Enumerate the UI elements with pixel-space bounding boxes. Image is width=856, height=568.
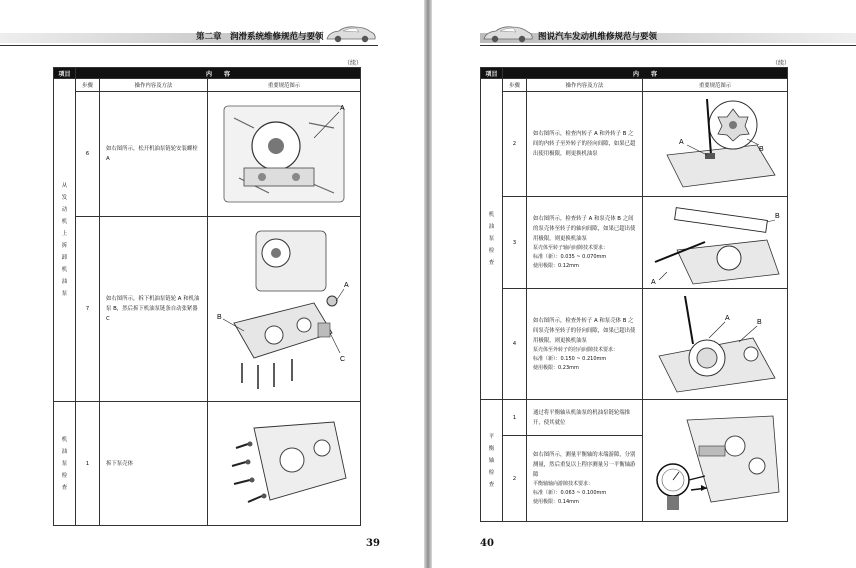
spec-standard: 标准（新）：0.063 ~ 0.100mm bbox=[533, 490, 607, 496]
step-number: 6 bbox=[76, 92, 100, 217]
step-text-main: 如右图所示，检查转子 A 和泵壳体 B 之间的泵壳体至转子的轴向间隙，如果已超出使用极限，则更换机油泵 bbox=[533, 216, 636, 242]
label-b: B bbox=[217, 314, 222, 321]
col-step: 步骤 bbox=[76, 79, 100, 92]
table-row bbox=[54, 217, 361, 402]
step-number: 7 bbox=[76, 217, 100, 402]
step-text-main: 如右图所示，测量平衡轴的末端游隙，分别测量，然后重复以上程序测量另一平衡轴游隙 bbox=[533, 452, 636, 478]
header-title: 第二章 润滑系统维修规范与要领 bbox=[196, 32, 324, 42]
spec-limit: 使用极限：0.23mm bbox=[533, 364, 579, 371]
label-b: B bbox=[757, 319, 762, 326]
step-text-main: 如右图所示，检查外转子 A 和泵壳体 B 之间泵壳体至转子的径向间隙，如果已超出使用极限，则更换机油泵 bbox=[533, 317, 636, 344]
figure-cell bbox=[643, 197, 788, 289]
rotor-radial-figure bbox=[647, 95, 783, 193]
page-number: 40 bbox=[480, 538, 494, 549]
page-number: 39 bbox=[366, 538, 380, 549]
project-cell bbox=[481, 79, 503, 400]
content-table bbox=[480, 67, 788, 522]
outer-rotor-clearance-figure bbox=[647, 292, 783, 396]
spec-title: 泵壳体至转子轴向间隙技术要求： bbox=[533, 245, 609, 251]
spec-standard: 标准（新）：0.035 ~ 0.070mm bbox=[533, 254, 607, 260]
car-logo-icon bbox=[482, 24, 534, 44]
project-cell bbox=[54, 402, 76, 526]
header-title: 图说汽车发动机维修规范与要领 bbox=[538, 32, 658, 42]
project-label: 机油泵检查 bbox=[61, 436, 68, 491]
engine-sprocket-figure bbox=[214, 98, 354, 210]
figure-cell bbox=[643, 400, 788, 522]
table-row bbox=[481, 400, 788, 436]
col-step: 步骤 bbox=[503, 79, 527, 92]
car-logo-icon bbox=[325, 24, 377, 44]
table-row bbox=[481, 289, 788, 400]
table-row bbox=[481, 197, 788, 289]
figure-cell bbox=[643, 92, 788, 197]
step-number: 4 bbox=[503, 289, 527, 400]
col-diagram: 重要规范图示 bbox=[643, 79, 788, 92]
table-row bbox=[481, 92, 788, 197]
figure-cell bbox=[208, 92, 361, 217]
project-label: 机油泵检查 bbox=[488, 212, 495, 266]
label-a: A bbox=[344, 282, 349, 289]
header-band bbox=[480, 33, 856, 43]
page-40 bbox=[432, 0, 856, 568]
header-rule bbox=[0, 45, 378, 46]
spec-limit: 使用极限：0.14mm bbox=[533, 499, 579, 505]
figure-cell bbox=[643, 289, 788, 400]
col-diagram: 重要规范图示 bbox=[208, 79, 361, 92]
table-row bbox=[54, 402, 361, 526]
project-label: 从发动机上拆卸机油泵 bbox=[61, 183, 68, 297]
spec-standard: 标准（新）：0.150 ~ 0.210mm bbox=[533, 355, 607, 362]
label-a: A bbox=[651, 278, 656, 286]
page-39 bbox=[0, 0, 424, 568]
col-content: 内 容 bbox=[76, 68, 361, 79]
project-cell bbox=[481, 400, 503, 522]
pump-housing-figure bbox=[214, 408, 354, 520]
col-content: 内 容 bbox=[503, 68, 788, 79]
col-method: 操作内容及方法 bbox=[100, 79, 208, 92]
project-cell bbox=[54, 79, 76, 402]
label-a: A bbox=[340, 105, 345, 112]
rotor-axial-figure bbox=[647, 200, 783, 286]
spec-title: 平衡轴轴向游隙技术要求： bbox=[533, 481, 594, 487]
figure-cell bbox=[208, 217, 361, 402]
figure-cell bbox=[208, 402, 361, 526]
step-text: 如右图所示，拆下机油泵链轮 A 和机油泵 B，然后拆下机油泵链条自动张紧器 C bbox=[100, 217, 208, 402]
book-spine bbox=[424, 0, 432, 568]
step-number: 2 bbox=[503, 92, 527, 197]
label-b: B bbox=[775, 212, 780, 220]
continued-label: （续） bbox=[344, 60, 363, 67]
step-text: 如右图所示，检查内转子 A 和外转子 B 之间的内转子至外转子的径向间隙，如果已超出使用极限，则更换机油泵 bbox=[527, 92, 643, 197]
step-number: 1 bbox=[503, 400, 527, 436]
step-number: 2 bbox=[503, 436, 527, 522]
spec-title: 泵壳体至外转子的径向间隙技术要求： bbox=[533, 346, 619, 353]
step-number: 1 bbox=[76, 402, 100, 526]
spec-limit: 使用极限：0.12mm bbox=[533, 263, 579, 269]
label-c: C bbox=[340, 356, 346, 363]
content-table bbox=[53, 67, 361, 526]
oil-pump-removal-figure bbox=[214, 223, 354, 395]
step-number: 3 bbox=[503, 197, 527, 289]
step-text bbox=[527, 289, 643, 400]
step-text: 如右图所示，松开机油泵链轮安装螺栓 A bbox=[100, 92, 208, 217]
step-text: 拆下泵壳体 bbox=[100, 402, 208, 526]
col-project: 项目 bbox=[481, 68, 503, 79]
project-label: 平衡轴检查 bbox=[488, 433, 495, 488]
label-a: A bbox=[679, 139, 684, 146]
col-project: 项目 bbox=[54, 68, 76, 79]
label-b: B bbox=[759, 146, 764, 153]
step-text bbox=[527, 436, 643, 522]
col-method: 操作内容及方法 bbox=[527, 79, 643, 92]
header-rule bbox=[480, 45, 856, 46]
step-text: 通过将平衡轴从机油泵的机油泵链轮端推开，使其就位 bbox=[527, 400, 643, 436]
label-a: A bbox=[725, 315, 730, 322]
table-row bbox=[54, 92, 361, 217]
balance-shaft-figure bbox=[647, 406, 783, 516]
step-text bbox=[527, 197, 643, 289]
continued-label: （续） bbox=[772, 60, 791, 67]
